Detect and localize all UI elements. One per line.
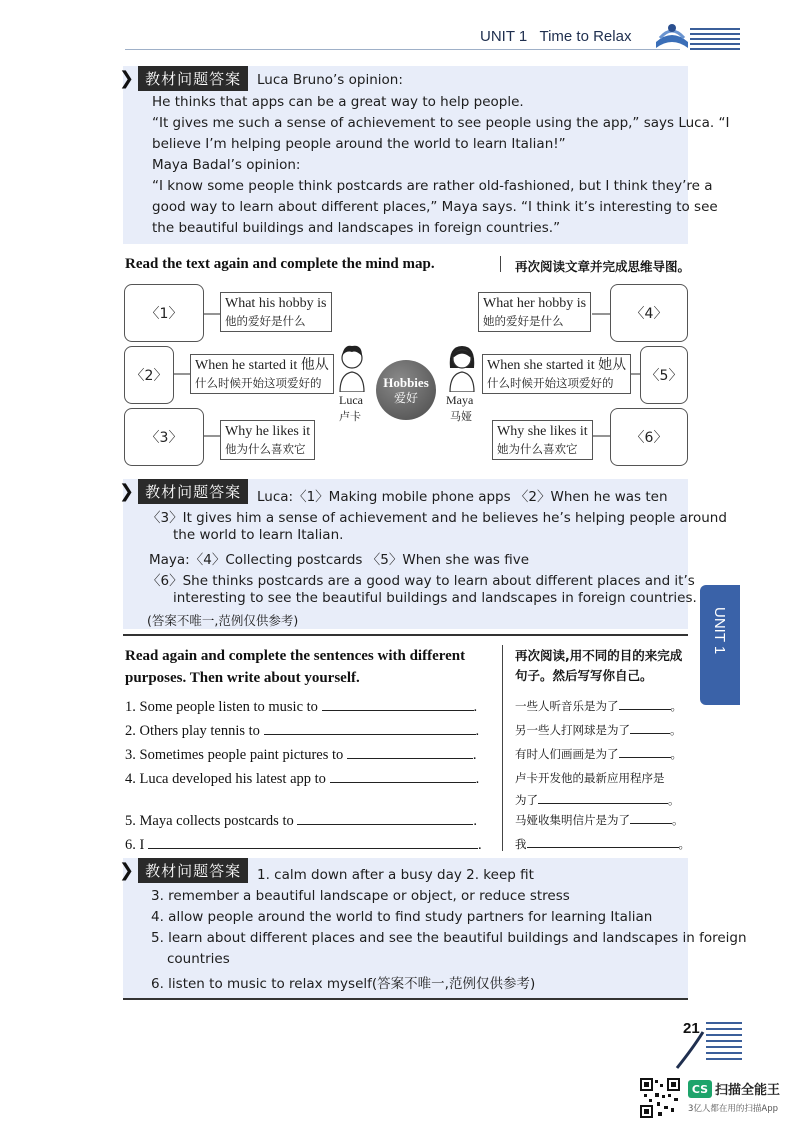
blank-label: 〈1〉 bbox=[145, 306, 183, 322]
answer-box-title bbox=[119, 66, 248, 91]
scanner-app-name: 扫描全能王 bbox=[715, 1083, 781, 1098]
sentence-text: 5. Maya collects postcards to bbox=[125, 813, 294, 829]
boy-avatar-icon bbox=[334, 340, 370, 392]
chevron-right-icon: ❯ bbox=[119, 68, 135, 89]
zh-sentence-text: 有时人们画画是为了 bbox=[515, 747, 619, 761]
question-zh: 什么时候开始这项爱好的 bbox=[487, 376, 614, 390]
sentences-heading-cn-1: 再次阅读,用不同的目的来完成 bbox=[515, 648, 683, 663]
header-unit: UNIT 1 bbox=[480, 28, 528, 45]
header-rule bbox=[125, 49, 680, 50]
answer-blank[interactable] bbox=[538, 793, 668, 804]
unit-side-tab[interactable] bbox=[700, 585, 740, 705]
question-en: What her hobby is bbox=[483, 296, 587, 311]
zh-sentence-text: 我 bbox=[515, 837, 527, 851]
answer-box-2 bbox=[119, 479, 727, 629]
answer-line: Maya:〈4〉Collecting postcards 〈5〉When she was five bbox=[149, 552, 530, 568]
answer-line: 〈3〉It gives him a sense of achievement and he believes he’s helping people around bbox=[147, 510, 727, 526]
answer-blank[interactable] bbox=[527, 837, 679, 848]
sentences-heading-2: purposes. Then write about yourself. bbox=[125, 670, 360, 686]
answer-line: (答案不唯一,范例仅供参考) bbox=[147, 613, 299, 628]
answer-blank[interactable] bbox=[347, 744, 473, 759]
question-en: Why he likes it bbox=[225, 424, 311, 439]
center-label-zh: 爱好 bbox=[393, 390, 418, 405]
page-number: 21 bbox=[683, 1020, 700, 1037]
answer-blank[interactable] bbox=[330, 768, 476, 783]
answer-line: 5. learn about different places and see the beautiful buildings and landscapes in foreign bbox=[151, 930, 747, 946]
zh-sentence-row: 另一些人打网球是为了 。 bbox=[515, 723, 682, 737]
luca-name-cn: 卢卡 bbox=[339, 410, 361, 423]
zh-sentence-row: 一些人听音乐是为了 。 bbox=[515, 699, 682, 713]
chevron-right-icon: ❯ bbox=[119, 481, 135, 502]
answer-box-title bbox=[119, 479, 248, 504]
sentence-row: 4. Luca developed his latest app to . bbox=[125, 768, 479, 788]
sentences-heading-1: Read again and complete the sentences with different bbox=[125, 648, 466, 664]
question-box-2 bbox=[190, 354, 334, 394]
qr-code-icon bbox=[640, 1078, 680, 1118]
blank-label: 〈6〉 bbox=[630, 430, 668, 446]
answer-box-title bbox=[119, 858, 248, 883]
answer-line: Maya Badal’s opinion: bbox=[152, 157, 301, 173]
blank-box-1[interactable] bbox=[124, 284, 204, 342]
sentence-text: 6. I bbox=[125, 837, 145, 853]
question-zh: 她为什么喜欢它 bbox=[497, 442, 578, 456]
zh-sentence-text: 为了 bbox=[515, 793, 538, 807]
question-box-6 bbox=[492, 420, 593, 460]
center-label-en: Hobbies bbox=[383, 374, 429, 390]
header-title: Time to Relax bbox=[539, 28, 632, 45]
sentence-text: 1. Some people listen to music to bbox=[125, 699, 318, 715]
answer-line: Luca:〈1〉Making mobile phone apps 〈2〉When he was ten bbox=[257, 489, 668, 505]
heading-divider bbox=[500, 256, 501, 272]
scanner-app-tagline: 3亿人都在用的扫描App bbox=[688, 1104, 779, 1114]
mindmap-heading: Read the text again and complete the mind map. bbox=[125, 256, 435, 272]
answer-line: believe I’m helping people around the world to learn Italian!” bbox=[152, 136, 566, 152]
answer-box-1 bbox=[119, 66, 730, 244]
running-header bbox=[480, 28, 631, 45]
chevron-right-icon: ❯ bbox=[119, 860, 135, 881]
answer-line: 4. allow people around the world to find study partners for learning Italian bbox=[151, 909, 653, 925]
question-box-5 bbox=[482, 354, 631, 394]
hobbies-center bbox=[376, 360, 436, 420]
answer-blank[interactable] bbox=[264, 720, 476, 735]
unit-tab-label: UNIT 1 bbox=[711, 607, 728, 655]
answer-blank[interactable] bbox=[322, 696, 474, 711]
question-box-1 bbox=[220, 292, 332, 332]
sentence-row: 6. I . bbox=[125, 834, 482, 854]
answer-line: good way to learn about different places,” Maya says. “I think it’s interesting to see bbox=[152, 199, 718, 215]
sentence-row: 3. Sometimes people paint pictures to . bbox=[125, 744, 477, 764]
question-en: What his hobby is bbox=[225, 296, 327, 311]
zh-sentence-row bbox=[515, 770, 665, 786]
answer-label: 教材问题答案 bbox=[138, 858, 248, 883]
answer-blank[interactable] bbox=[619, 699, 671, 710]
luca-name: Luca bbox=[339, 393, 363, 407]
zh-sentence-row: 有时人们画画是为了 。 bbox=[515, 747, 682, 761]
sentence-row: 1. Some people listen to music to . bbox=[125, 696, 477, 716]
answer-line: “I know some people think postcards are rather old-fashioned, but I think they’re a bbox=[152, 178, 713, 194]
question-en: When she started it 她从 bbox=[487, 358, 627, 373]
book-logo-icon bbox=[652, 18, 692, 52]
answer-line: countries bbox=[167, 951, 230, 967]
column-divider bbox=[502, 645, 503, 851]
answer-blank[interactable] bbox=[630, 723, 670, 734]
question-box-4 bbox=[478, 292, 591, 332]
zh-sentence-row: 马娅收集明信片是为了 。 bbox=[515, 813, 684, 827]
sentence-text: 3. Sometimes people paint pictures to bbox=[125, 747, 344, 763]
question-zh: 她的爱好是什么 bbox=[483, 314, 564, 328]
zh-sentence-text: 马娅收集明信片是为了 bbox=[515, 813, 630, 827]
answer-label: 教材问题答案 bbox=[138, 479, 248, 504]
sentences-heading-cn-2: 句子。然后写写你自己。 bbox=[515, 668, 653, 683]
question-en: Why she likes it bbox=[497, 424, 588, 439]
blank-label: 〈3〉 bbox=[145, 430, 183, 446]
blank-label: 〈5〉 bbox=[645, 368, 683, 384]
zh-sentence-text: 一些人听音乐是为了 bbox=[515, 699, 619, 713]
question-zh: 他为什么喜欢它 bbox=[225, 442, 306, 456]
question-zh: 什么时候开始这项爱好的 bbox=[195, 376, 322, 390]
maya-name: Maya bbox=[446, 393, 474, 407]
zh-sentence-row: 为了 。 bbox=[515, 793, 680, 807]
answer-line: the world to learn Italian. bbox=[173, 527, 344, 543]
sentence-text: 2. Others play tennis to bbox=[125, 723, 260, 739]
sentence-text: 4. Luca developed his latest app to bbox=[125, 771, 326, 787]
answer-label: 教材问题答案 bbox=[138, 66, 248, 91]
question-zh: 他的爱好是什么 bbox=[225, 314, 306, 328]
maya-name-cn: 马娅 bbox=[450, 410, 472, 423]
question-en: When he started it 他从 bbox=[195, 358, 329, 373]
blank-box-2[interactable] bbox=[124, 346, 174, 404]
girl-avatar-icon bbox=[444, 340, 480, 392]
blank-box-5[interactable] bbox=[640, 346, 688, 404]
answer-line: 1. calm down after a busy day 2. keep fit bbox=[257, 867, 534, 883]
question-box-3 bbox=[220, 420, 315, 460]
answer-blank[interactable] bbox=[148, 834, 478, 849]
sentence-row: 5. Maya collects postcards to . bbox=[125, 810, 477, 830]
page-stripes bbox=[706, 1022, 742, 1062]
blank-box-4[interactable] bbox=[610, 284, 688, 342]
answer-line: “It gives me such a sense of achievement to see people using the app,” says Luca. “I bbox=[152, 115, 730, 131]
sentence-row: 2. Others play tennis to . bbox=[125, 720, 479, 740]
blank-box-3[interactable] bbox=[124, 408, 204, 466]
blank-label: 〈4〉 bbox=[630, 306, 668, 322]
answer-line: Luca Bruno’s opinion: bbox=[257, 72, 403, 88]
answer-line: He thinks that apps can be a great way to help people. bbox=[152, 94, 524, 110]
blank-box-6[interactable] bbox=[610, 408, 688, 466]
section-rule bbox=[123, 998, 688, 1000]
zh-sentence-row: 我 。 bbox=[515, 837, 690, 851]
answer-box-3 bbox=[119, 858, 747, 998]
answer-line: interesting to see the beautiful buildings and landscapes in foreign countries. bbox=[173, 590, 697, 606]
zh-sentence-text: 卢卡开发他的最新应用程序是 bbox=[515, 771, 665, 785]
blank-label: 〈2〉 bbox=[130, 368, 168, 384]
mindmap-heading-cn: 再次阅读文章并完成思维导图。 bbox=[515, 259, 691, 274]
zh-sentence-text: 另一些人打网球是为了 bbox=[515, 723, 630, 737]
answer-line: 6. listen to music to relax myself(答案不唯一,范例仅供参考) bbox=[151, 976, 536, 992]
section-rule bbox=[123, 634, 688, 636]
header-stripes bbox=[690, 28, 740, 50]
answer-blank[interactable] bbox=[619, 747, 671, 758]
answer-line: 〈6〉She thinks postcards are a good way to learn about different places and it’s bbox=[147, 573, 695, 589]
answer-blank[interactable] bbox=[630, 813, 672, 824]
answer-line: the beautiful buildings and landscapes in foreign countries.” bbox=[152, 220, 561, 236]
answer-blank[interactable] bbox=[297, 810, 473, 825]
answer-line: 3. remember a beautiful landscape or object, or reduce stress bbox=[151, 888, 570, 904]
camscanner-logo-icon: CS bbox=[688, 1080, 712, 1098]
